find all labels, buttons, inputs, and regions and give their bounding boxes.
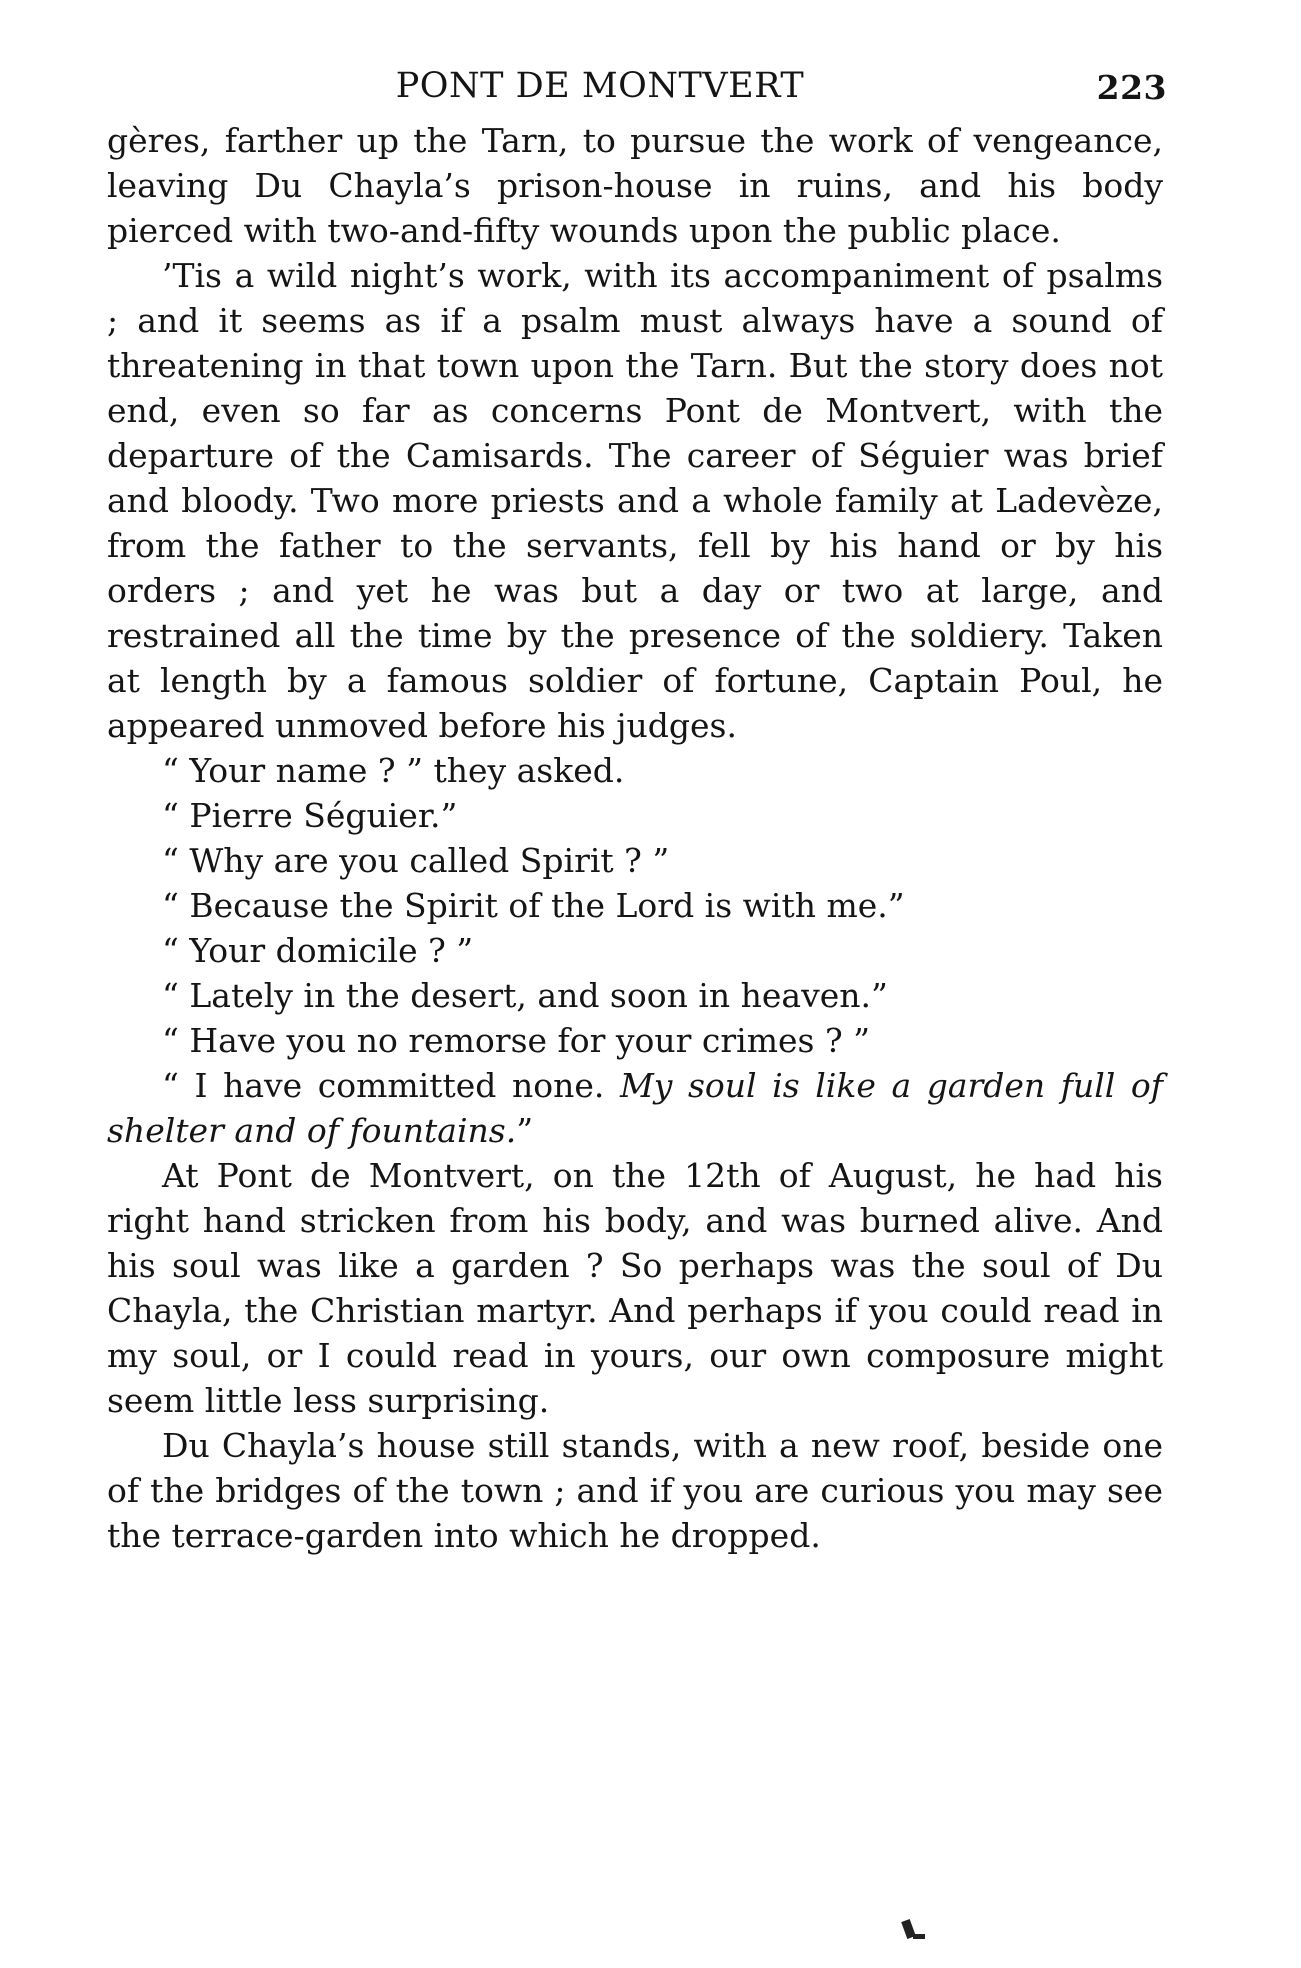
chapter-title: PONT DE MONTVERT	[395, 66, 805, 106]
dialogue-line: “ Lately in the desert, and soon in heaven.”	[162, 976, 888, 1015]
paragraph-continued: gères, farther up the Tarn, to pursue the work of vengeance, leaving Du Chayla’s prison-house in ruins, and his body pierced with two-and-fifty wounds upon the public place.	[107, 121, 1163, 250]
running-head	[107, 62, 1167, 118]
paragraph-house: Du Chayla’s house still stands, with a new roof, beside one of the bridges of the town ; and if you are curious you may see the terrace-garden into which he dropped.	[107, 1426, 1163, 1555]
dialogue-line: “ Because the Spirit of the Lord is with me.”	[162, 886, 905, 925]
paragraph-execution: At Pont de Montvert, on the 12th of August, he had his right hand stricken from his body, and was burned alive. And his soul was like a garden ? So perhaps was the soul of Du Chayla, the Christian martyr. And perhaps if you could read in my soul, or I could read in yours, our own composure might seem little less surprising.	[107, 1156, 1163, 1420]
dialogue-line: “ Pierre Séguier.”	[162, 796, 458, 835]
dialogue-line: “ Why are you called Spirit ? ”	[162, 841, 670, 880]
body-text	[107, 118, 1163, 1558]
dialogue-close-quote: ”	[516, 1111, 534, 1150]
dialogue-italic-text: My soul is like a garden full of shelter and of fountains.	[107, 1066, 1163, 1150]
page-number: 223	[1096, 68, 1167, 107]
dialogue-line: “ Your name ? ” they asked.	[162, 751, 625, 790]
dialogue-line-final	[107, 1063, 1163, 1153]
ink-speck	[913, 1934, 925, 1939]
book-page	[107, 62, 1167, 1558]
dialogue-line: “ Your domicile ? ”	[162, 931, 474, 970]
paragraph-wild-night: ’Tis a wild night’s work, with its accompaniment of psalms ; and it seems as if a psalm must always have a sound of threatening in that town upon the Tarn. But the story does not end, even so far as concerns Pont de Montvert, with the departure of the Camisards. The career of Séguier was brief and bloody. Two more priests and a whole family at Ladevèze, from the father to the servants, fell by his hand or by his orders ; and yet he was but a day or two at large, and restrained all the time by the presence of the soldiery. Taken at length by a famous soldier of fortune, Captain Poul, he appeared unmoved before his judges.	[107, 256, 1163, 745]
dialogue-line: “ Have you no remorse for your crimes ? ”	[162, 1021, 871, 1060]
dialogue-plain-text: “ I have committed none.	[162, 1066, 620, 1105]
